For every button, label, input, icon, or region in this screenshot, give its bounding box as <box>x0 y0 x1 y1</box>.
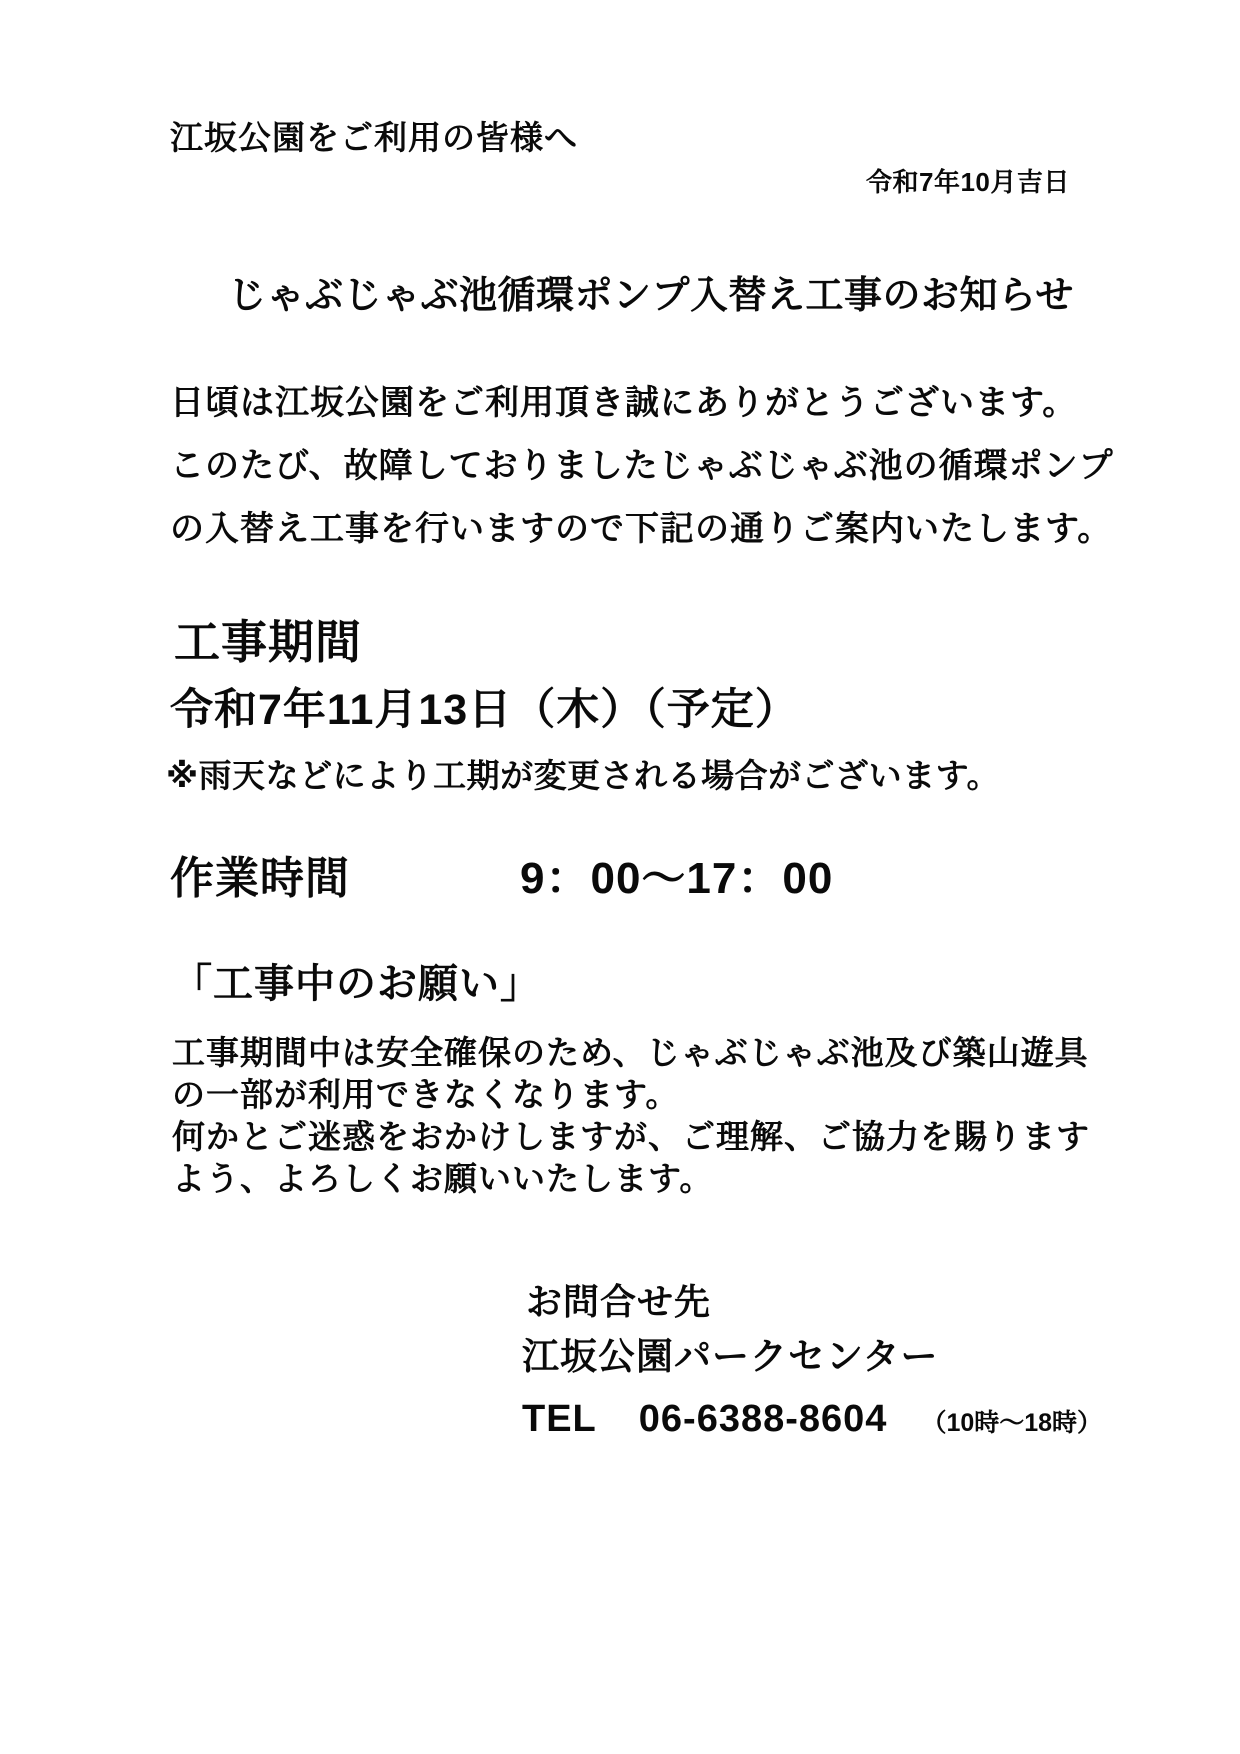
request-line: の一部が利用できなくなります。 <box>172 1076 680 1113</box>
recipient-line: 江坂公園をご利用の皆様へ <box>170 119 578 156</box>
notice-title: じゃぶじゃぶ池循環ポンプ入替え工事のお知らせ <box>228 275 1074 317</box>
tel-label: TEL <box>522 1398 597 1440</box>
intro-line: このたび、故障しておりましたじゃぶじゃぶ池の循環ポンプ <box>170 447 1114 485</box>
weather-change-note: ※雨天などにより工期が変更される場合がございます。 <box>166 757 1000 794</box>
construction-period-heading: 工事期間 <box>174 616 362 668</box>
request-heading: 「工事中のお願い」 <box>172 962 541 1006</box>
intro-line: 日頃は江坂公園をご利用頂き誠にありがとうございます。 <box>170 384 1078 422</box>
request-line: 工事期間中は安全確保のため、じゃぶじゃぶ池及び築山遊具 <box>172 1034 1089 1071</box>
contact-name: 江坂公園パークセンター <box>522 1336 939 1377</box>
construction-period-date: 令和7年11月13日（木）（予定） <box>170 686 799 734</box>
request-line: 何かとご迷惑をおかけしますが、ご理解、ご協力を賜ります <box>172 1118 1090 1155</box>
tel-number: 06-6388-8604 <box>638 1398 888 1440</box>
tel-hours: （10時～18時） <box>921 1409 1103 1437</box>
intro-line: の入替え工事を行いますので下記の通りご案内いたします。 <box>170 510 1113 548</box>
issue-date: 令和7年10月吉日 <box>866 167 1070 197</box>
contact-tel-line <box>522 1398 1102 1441</box>
request-paragraph <box>172 1032 1090 1200</box>
work-hours-time: 9：00～17：00 <box>520 854 834 903</box>
request-line: よう、よろしくお願いいたします。 <box>172 1160 714 1197</box>
work-hours-label: 作業時間 <box>170 854 350 903</box>
intro-paragraph <box>170 372 1114 561</box>
contact-heading: お問合せ先 <box>526 1281 712 1322</box>
